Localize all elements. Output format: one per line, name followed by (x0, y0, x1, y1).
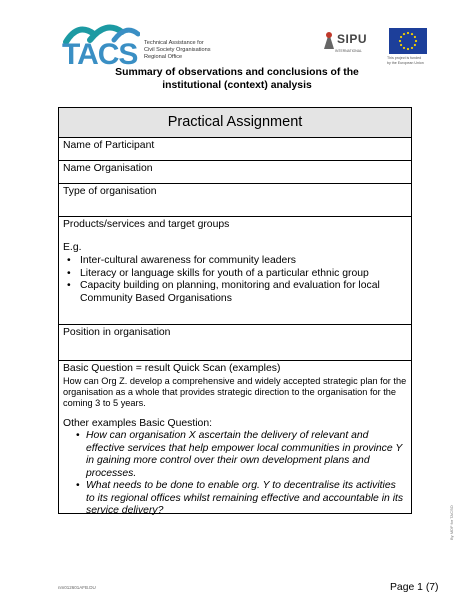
form-title: Practical Assignment (59, 108, 411, 138)
heading-line-2: institutional (context) analysis (162, 79, 312, 91)
document-reference: nm012601AFB.DU (58, 585, 96, 590)
organisation-type-label: Type of organisation (63, 186, 157, 197)
examples-list (63, 255, 407, 305)
products-label: Products/services and target groups (63, 219, 230, 230)
list-item: • How can organisation X ascertain the delivery of relevant and effective services that help empower local communities in province Y in gaining more control over their own development plans and processes. (76, 430, 403, 479)
assignment-form (58, 107, 412, 514)
examples-intro: E.g. (63, 241, 82, 253)
other-examples-list (63, 430, 407, 518)
tacs-wordmark: TACS (62, 38, 138, 71)
eu-star-icon (407, 48, 409, 50)
organisation-label: Name Organisation (63, 163, 153, 174)
organisation-type-field[interactable] (59, 184, 411, 217)
eu-star-icon (399, 40, 401, 42)
eu-logo (387, 28, 431, 64)
eu-star-icon (403, 33, 405, 35)
eu-star-icon (403, 47, 405, 49)
basic-question-label: Basic Question = result Quick Scan (examples) (63, 363, 281, 374)
basic-question-field[interactable] (59, 361, 411, 516)
eu-star-icon (407, 32, 409, 34)
sipu-subtitle: INTERNATIONAL (335, 49, 362, 53)
list-item: • Capacity building on planning, monitoring and evaluation for local Community Based Organisations (67, 280, 380, 304)
position-field[interactable] (59, 325, 411, 361)
list-item: • Inter-cultural awareness for community leaders (67, 255, 296, 266)
eu-star-icon (411, 47, 413, 49)
position-label: Position in organisation (63, 327, 171, 338)
products-field[interactable] (59, 217, 411, 325)
organisation-field[interactable] (59, 161, 411, 184)
eu-star-icon (415, 40, 417, 42)
participant-label: Name of Participant (63, 140, 155, 151)
other-examples-heading: Other examples Basic Question: (63, 417, 213, 429)
document-heading (60, 67, 414, 92)
list-item: • What needs to be done to enable org. Y to decentralise its activities to its regional offices whilst remaining effective and accountable in its service delivery? (76, 480, 404, 516)
heading-line-1: Summary of observations and conclusions of the (115, 67, 359, 78)
eu-caption: This project is funded by the European Union (387, 56, 424, 65)
eu-star-icon (400, 36, 402, 38)
tacs-subtitle: Technical Assistance for Civil Society Organisations Regional Office (144, 40, 211, 60)
eu-star-icon (414, 36, 416, 38)
tacs-logo (60, 20, 210, 72)
list-item: • Literacy or language skills for youth of a particular ethnic group (67, 267, 369, 279)
eu-star-icon (414, 44, 416, 46)
eu-star-icon (411, 33, 413, 35)
basic-question-text: How can Org Z. develop a comprehensive and widely accepted strategic plan for the organisation as a whole that provides strategic direction to the organisation for the coming 3 to 5 years. (63, 375, 407, 408)
page-number: Page 1 (7) (390, 582, 439, 593)
sipu-logo (321, 29, 373, 65)
eu-flag-icon (389, 28, 427, 54)
participant-field[interactable] (59, 138, 411, 161)
eu-star-icon (400, 44, 402, 46)
side-note: By MDF for TACSO (449, 505, 454, 540)
sipu-wordmark: SIPU (337, 32, 368, 46)
